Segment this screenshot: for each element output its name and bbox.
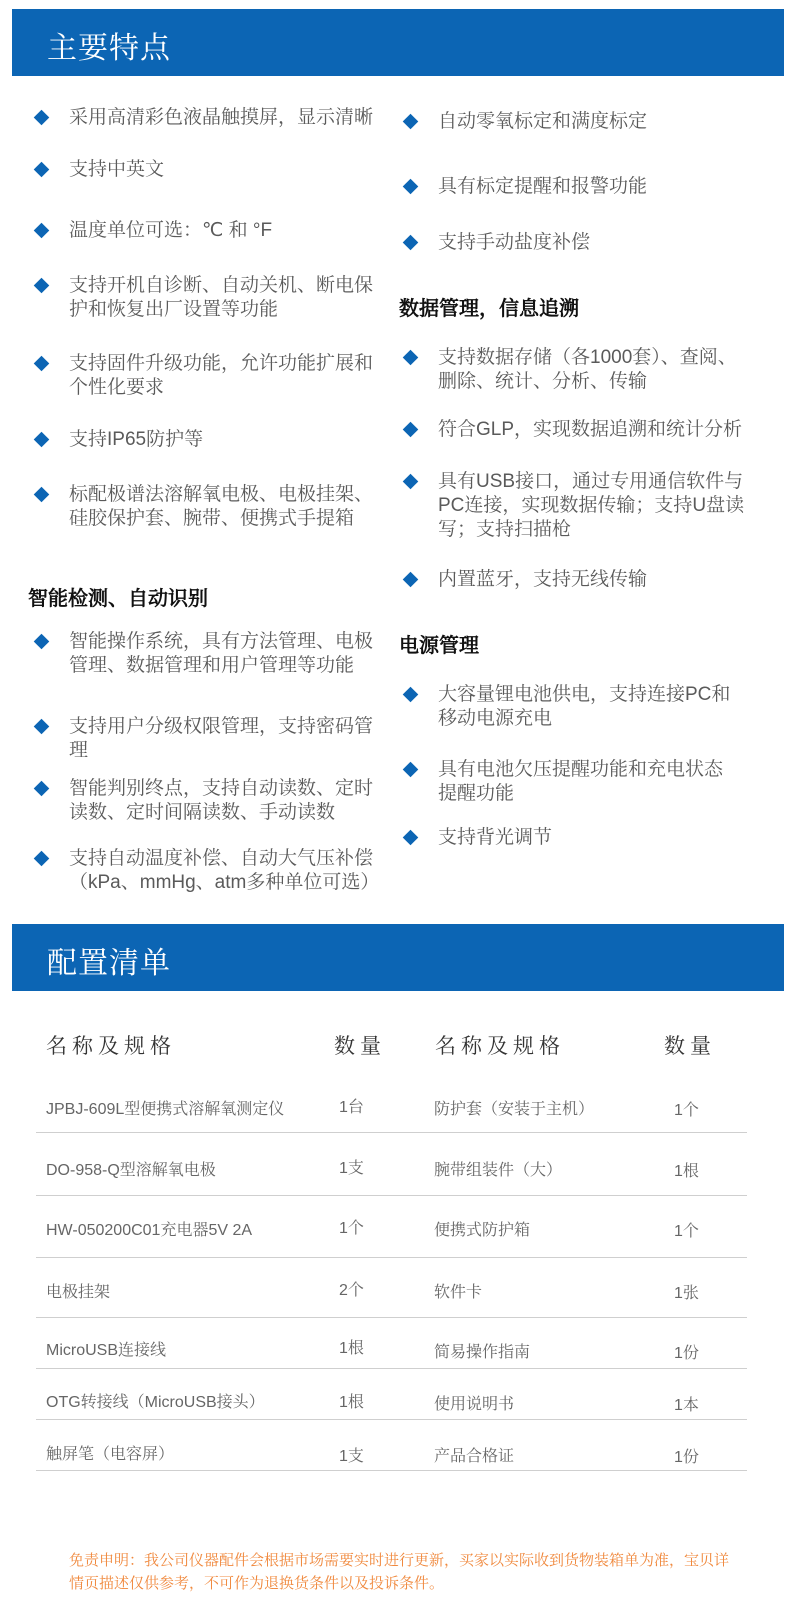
table-divider	[36, 1419, 747, 1420]
table-cell-name: 简易操作指南	[434, 1344, 531, 1361]
diamond-bullet-icon	[34, 162, 50, 178]
table-cell-qty: 1台	[339, 1099, 364, 1116]
table-divider	[36, 1257, 747, 1258]
feature-item: 符合GLP，实现数据追溯和统计分析	[399, 418, 769, 442]
table-cell-qty: 1张	[674, 1285, 699, 1302]
table-cell-name: 软件卡	[434, 1284, 483, 1301]
diamond-bullet-icon	[403, 474, 419, 490]
table-cell-qty: 1根	[339, 1394, 364, 1411]
table-divider	[36, 1195, 747, 1196]
feature-item: 智能操作系统，具有方法管理、电极管理、数据管理和用户管理等功能	[30, 630, 375, 678]
diamond-bullet-icon	[403, 350, 419, 366]
table-cell-name: OTG转接线（MicroUSB接头）	[46, 1394, 265, 1411]
diamond-bullet-icon	[403, 179, 419, 195]
table-header-qty: 数量	[664, 1035, 716, 1058]
feature-item: 具有USB接口，通过专用通信软件与PC连接，实现数据传输；支持U盘读写；支持扫描枪	[399, 470, 764, 542]
diamond-bullet-icon	[403, 114, 419, 130]
diamond-bullet-icon	[34, 223, 50, 239]
feature-item: 支持用户分级权限管理，支持密码管理	[30, 715, 375, 763]
power-subtitle: 电源管理	[399, 635, 479, 657]
table-divider	[36, 1368, 747, 1369]
table-cell-name: 便携式防护箱	[434, 1222, 531, 1239]
table-cell-qty: 1份	[674, 1345, 699, 1362]
diamond-bullet-icon	[403, 235, 419, 251]
table-cell-name: 防护套（安装于主机）	[434, 1101, 595, 1118]
diamond-bullet-icon	[34, 719, 50, 735]
feature-item: 支持固件升级功能，允许功能扩展和个性化要求	[30, 352, 375, 400]
table-cell-qty: 1支	[339, 1160, 364, 1177]
diamond-bullet-icon	[34, 356, 50, 372]
diamond-bullet-icon	[403, 422, 419, 438]
table-cell-qty: 1本	[674, 1397, 699, 1414]
table-cell-qty: 2个	[339, 1282, 364, 1299]
feature-item: 标配极谱法溶解氧电极、电极挂架、硅胶保护套、腕带、便携式手提箱	[30, 483, 375, 531]
diamond-bullet-icon	[34, 851, 50, 867]
feature-item: 支持数据存储（各1000套）、查阅、删除、统计、分析、传输	[399, 346, 754, 394]
diamond-bullet-icon	[403, 687, 419, 703]
table-cell-qty: 1根	[674, 1163, 699, 1180]
table-divider	[36, 1470, 747, 1471]
feature-item: 支持中英文	[30, 158, 390, 182]
feature-item: 支持开机自诊断、自动关机、断电保护和恢复出厂设置等功能	[30, 274, 375, 322]
diamond-bullet-icon	[403, 762, 419, 778]
feature-item: 具有电池欠压提醒功能和充电状态提醒功能	[399, 758, 739, 806]
diamond-bullet-icon	[403, 830, 419, 846]
features-title: 主要特点	[47, 31, 171, 66]
table-divider	[36, 1132, 747, 1133]
table-cell-name: 触屏笔（电容屏）	[46, 1446, 175, 1463]
table-divider	[36, 1317, 747, 1318]
diamond-bullet-icon	[34, 634, 50, 650]
feature-item: 支持手动盐度补偿	[399, 231, 769, 255]
table-cell-qty: 1个	[674, 1223, 699, 1240]
table-header-name: 名称及规格	[435, 1035, 565, 1058]
feature-item: 支持自动温度补偿、自动大气压补偿（kPa、mmHg、atm多种单位可选）	[30, 847, 390, 895]
table-cell-name: 腕带组装件（大）	[434, 1162, 563, 1179]
feature-item: 支持IP65防护等	[30, 428, 375, 452]
diamond-bullet-icon	[34, 487, 50, 503]
diamond-bullet-icon	[34, 781, 50, 797]
config-banner	[12, 924, 784, 991]
table-cell-name: JPBJ-609L型便携式溶解氧测定仪	[46, 1101, 285, 1118]
table-header-name: 名称及规格	[46, 1035, 176, 1058]
features-banner	[12, 9, 784, 76]
config-title: 配置清单	[47, 946, 171, 981]
diamond-bullet-icon	[34, 110, 50, 126]
table-cell-name: 电极挂架	[46, 1284, 111, 1301]
feature-item: 具有标定提醒和报警功能	[399, 175, 769, 199]
feature-item: 温度单位可选：℃ 和 °F	[30, 219, 390, 243]
feature-item: 大容量锂电池供电，支持连接PC和移动电源充电	[399, 683, 739, 731]
feature-item: 智能判别终点，支持自动读数、定时读数、定时间隔读数、手动读数	[30, 777, 375, 825]
feature-item: 自动零氧标定和满度标定	[399, 110, 769, 134]
diamond-bullet-icon	[34, 278, 50, 294]
table-cell-name: MicroUSB连接线	[46, 1342, 167, 1359]
table-cell-name: 使用说明书	[434, 1396, 515, 1413]
data-subtitle: 数据管理，信息追溯	[399, 298, 579, 320]
diamond-bullet-icon	[403, 572, 419, 588]
smart-subtitle: 智能检测、自动识别	[28, 588, 208, 610]
feature-item: 采用高清彩色液晶触摸屏，显示清晰	[30, 106, 390, 130]
table-cell-qty: 1个	[339, 1220, 364, 1237]
table-cell-name: 产品合格证	[434, 1448, 515, 1465]
disclaimer-text: 免责申明：我公司仪器配件会根据市场需要实时进行更新，买家以实际收到货物装箱单为准，宝贝详情页描述仅供参考，不可作为退换货条件以及投诉条件。	[69, 1552, 730, 1592]
table-cell-qty: 1支	[339, 1448, 364, 1465]
diamond-bullet-icon	[34, 432, 50, 448]
feature-item: 内置蓝牙，支持无线传输	[399, 568, 769, 592]
table-cell-qty: 1份	[674, 1449, 699, 1466]
table-cell-name: DO-958-Q型溶解氧电极	[46, 1162, 216, 1179]
table-cell-qty: 1个	[674, 1102, 699, 1119]
table-cell-name: HW-050200C01充电器5V 2A	[46, 1222, 253, 1239]
feature-item: 支持背光调节	[399, 826, 769, 850]
table-cell-qty: 1根	[339, 1340, 364, 1357]
table-header-qty: 数量	[334, 1035, 386, 1058]
